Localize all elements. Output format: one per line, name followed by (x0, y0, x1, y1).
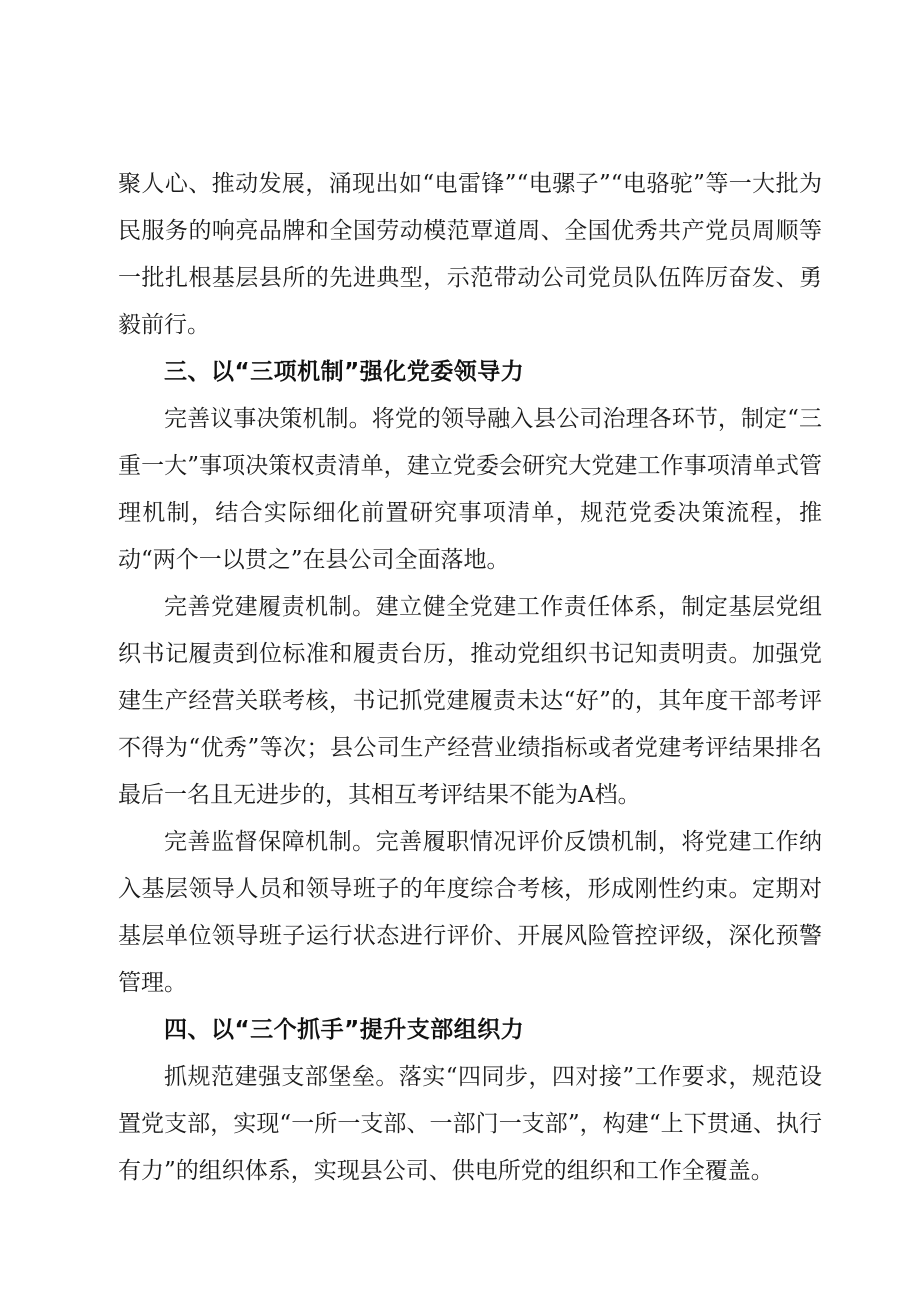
paragraph-continuation: 聚人心、推动发展，涌现出如“电雷锋”“电骡子”“电骆驼”等一大批为民服务的响亮品牌和全国劳动模范覃道周、全国优秀共产党员周顺等一批扎根基层县所的先进典型，示范带动公司党员队伍阵厉奋发、勇毅前行。 (118, 171, 822, 338)
paragraph-supervision-mechanism: 完善监督保障机制。完善履职情况评价反馈机制，将党建工作纳入基层领导人员和领导班子的年度综合考核，形成刚性约束。定期对基层单位领导班子运行状态进行评价、开展风险管控评级，深化预警管理。 (118, 829, 822, 996)
paragraph-responsibility-mechanism: 完善党建履责机制。建立健全党建工作责任体系，制定基层党组织书记履责到位标准和履责台历，推动党组织书记知责明责。加强党建生产经营关联考核，书记抓党建履责未达“好”的，其年度干部考评不得为“优秀”等次；县公司生产经营业绩指标或者党建考评结果排名最后一名且无进步的，其相互考评结果不能为A档。 (118, 594, 822, 808)
document-body (118, 161, 822, 1195)
paragraph-branch-standardization: 抓规范建强支部堡垒。落实“四同步，四对接”工作要求，规范设置党支部，实现“一所一支部、一部门一支部”，构建“上下贯通、执行有力”的组织体系，实现县公司、供电所党的组织和工作全覆盖。 (118, 1064, 822, 1184)
section-heading-four: 四、以“三个抓手”提升支部组织力 (164, 1017, 525, 1043)
paragraph-decision-mechanism: 完善议事决策机制。将党的领导融入县公司治理各环节，制定“三重一大”事项决策权责清单，建立党委会研究大党建工作事项清单式管理机制，结合实际细化前置研究事项清单，规范党委决策流程，推动“两个一以贯之”在县公司全面落地。 (118, 406, 822, 573)
section-heading-three: 三、以“三项机制”强化党委领导力 (164, 359, 525, 385)
